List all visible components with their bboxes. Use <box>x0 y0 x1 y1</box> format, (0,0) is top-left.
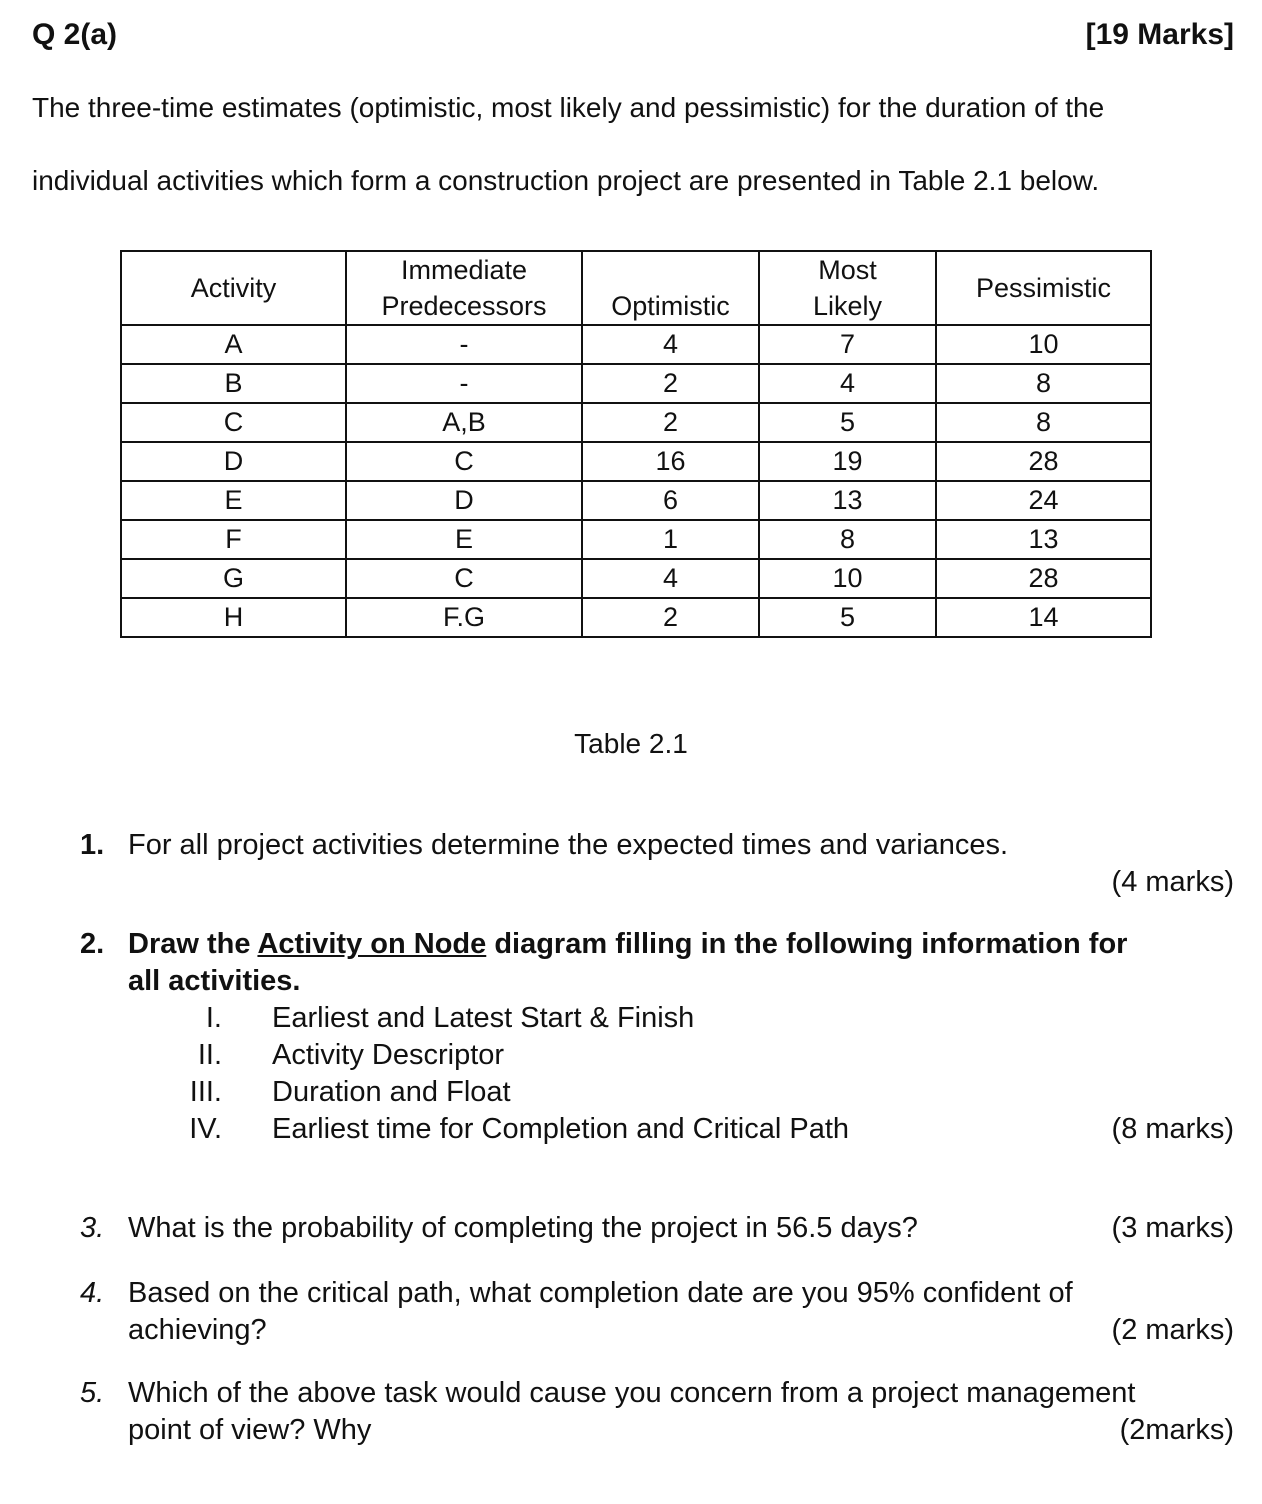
cell-predecessors: E <box>346 520 582 559</box>
subitem-text: Activity Descriptor <box>272 1039 505 1071</box>
cell-most-likely: 7 <box>759 325 936 364</box>
cell-pessimistic: 24 <box>936 481 1151 520</box>
header-predecessors-line1: Immediate <box>400 255 528 285</box>
question-2-marks: (8 marks) <box>1111 1113 1234 1145</box>
total-marks: [19 Marks] <box>1085 18 1234 51</box>
cell-optimistic: 2 <box>582 403 759 442</box>
cell-activity: D <box>121 442 346 481</box>
header-predecessors-line2: Predecessors <box>381 291 547 321</box>
cell-predecessors: C <box>346 442 582 481</box>
question-2-text-after: diagram filling in the following information for <box>486 928 1128 960</box>
table-row <box>121 325 1151 364</box>
question-1-text: For all project activities determine the expected times and variances. <box>128 829 1009 861</box>
subitem-roman: II. <box>197 1039 222 1071</box>
estimates-table <box>120 250 1152 638</box>
table-row <box>121 559 1151 598</box>
question-5-number: 5. <box>80 1377 105 1409</box>
header-pessimistic: Pessimistic <box>936 251 1151 325</box>
cell-pessimistic: 10 <box>936 325 1151 364</box>
cell-optimistic: 2 <box>582 364 759 403</box>
cell-most-likely: 5 <box>759 403 936 442</box>
question-2-text-before: Draw the <box>128 928 258 960</box>
cell-activity: E <box>121 481 346 520</box>
question-2-underlined-term: Activity on Node <box>257 928 487 960</box>
cell-activity: H <box>121 598 346 637</box>
table-caption: Table 2.1 <box>574 728 688 759</box>
question-1-marks: (4 marks) <box>1111 866 1234 898</box>
question-4-number: 4. <box>80 1277 105 1309</box>
cell-optimistic: 4 <box>582 559 759 598</box>
cell-activity: C <box>121 403 346 442</box>
cell-most-likely: 8 <box>759 520 936 559</box>
cell-optimistic: 1 <box>582 520 759 559</box>
cell-most-likely: 19 <box>759 442 936 481</box>
cell-most-likely: 4 <box>759 364 936 403</box>
cell-activity: F <box>121 520 346 559</box>
cell-activity: B <box>121 364 346 403</box>
question-2-text-line2: all activities. <box>128 965 301 997</box>
cell-most-likely: 5 <box>759 598 936 637</box>
table-row <box>121 403 1151 442</box>
cell-most-likely: 13 <box>759 481 936 520</box>
table-header-row <box>121 251 1151 325</box>
header-most-likely <box>759 251 936 325</box>
table-row <box>121 442 1151 481</box>
question-2-number: 2. <box>80 928 105 960</box>
question-5-marks: (2marks) <box>1119 1414 1234 1446</box>
cell-predecessors: D <box>346 481 582 520</box>
cell-pessimistic: 28 <box>936 442 1151 481</box>
cell-pessimistic: 8 <box>936 403 1151 442</box>
cell-most-likely: 10 <box>759 559 936 598</box>
cell-activity: G <box>121 559 346 598</box>
cell-activity: A <box>121 325 346 364</box>
subitem-roman: III. <box>189 1076 222 1108</box>
cell-predecessors: A,B <box>346 403 582 442</box>
cell-predecessors: C <box>346 559 582 598</box>
cell-optimistic: 4 <box>582 325 759 364</box>
question-4-line1: Based on the critical path, what completion date are you 95% confident of <box>128 1277 1073 1309</box>
header-most-likely-line2: Likely <box>812 291 883 321</box>
cell-optimistic: 6 <box>582 481 759 520</box>
header-activity: Activity <box>121 251 346 325</box>
cell-pessimistic: 14 <box>936 598 1151 637</box>
header-predecessors <box>346 251 582 325</box>
subitem-roman: IV. <box>189 1113 222 1145</box>
subitem-text: Earliest and Latest Start & Finish <box>272 1002 695 1034</box>
question-number: Q 2(a) <box>32 18 118 51</box>
cell-predecessors: - <box>346 364 582 403</box>
subitem-roman: I. <box>205 1002 222 1034</box>
intro-line-1: The three-time estimates (optimistic, most likely and pessimistic) for the duration of the <box>32 92 1105 123</box>
subitem-text: Earliest time for Completion and Critical Path <box>272 1113 850 1145</box>
subitem-text: Duration and Float <box>272 1076 511 1108</box>
cell-pessimistic: 13 <box>936 520 1151 559</box>
question-1-number: 1. <box>80 829 105 861</box>
header-optimistic: Optimistic <box>582 251 759 325</box>
cell-optimistic: 2 <box>582 598 759 637</box>
cell-optimistic: 16 <box>582 442 759 481</box>
header-most-likely-line1: Most <box>818 255 877 285</box>
question-4-marks: (2 marks) <box>1111 1314 1234 1346</box>
cell-pessimistic: 28 <box>936 559 1151 598</box>
intro-line-2: individual activities which form a construction project are presented in Table 2.1 below. <box>32 165 1100 196</box>
question-5-line1: Which of the above task would cause you concern from a project management <box>128 1377 1136 1409</box>
table-row <box>121 481 1151 520</box>
table-row <box>121 598 1151 637</box>
question-4-line2: achieving? <box>128 1314 267 1346</box>
table-row <box>121 520 1151 559</box>
question-3-text: What is the probability of completing the project in 56.5 days? <box>128 1212 918 1244</box>
cell-predecessors: F.G <box>346 598 582 637</box>
question-3-marks: (3 marks) <box>1111 1212 1234 1244</box>
table-row <box>121 364 1151 403</box>
cell-predecessors: - <box>346 325 582 364</box>
question-3-number: 3. <box>80 1212 105 1244</box>
cell-pessimistic: 8 <box>936 364 1151 403</box>
question-2-text <box>128 928 1127 961</box>
question-5-line2: point of view? Why <box>128 1414 372 1446</box>
